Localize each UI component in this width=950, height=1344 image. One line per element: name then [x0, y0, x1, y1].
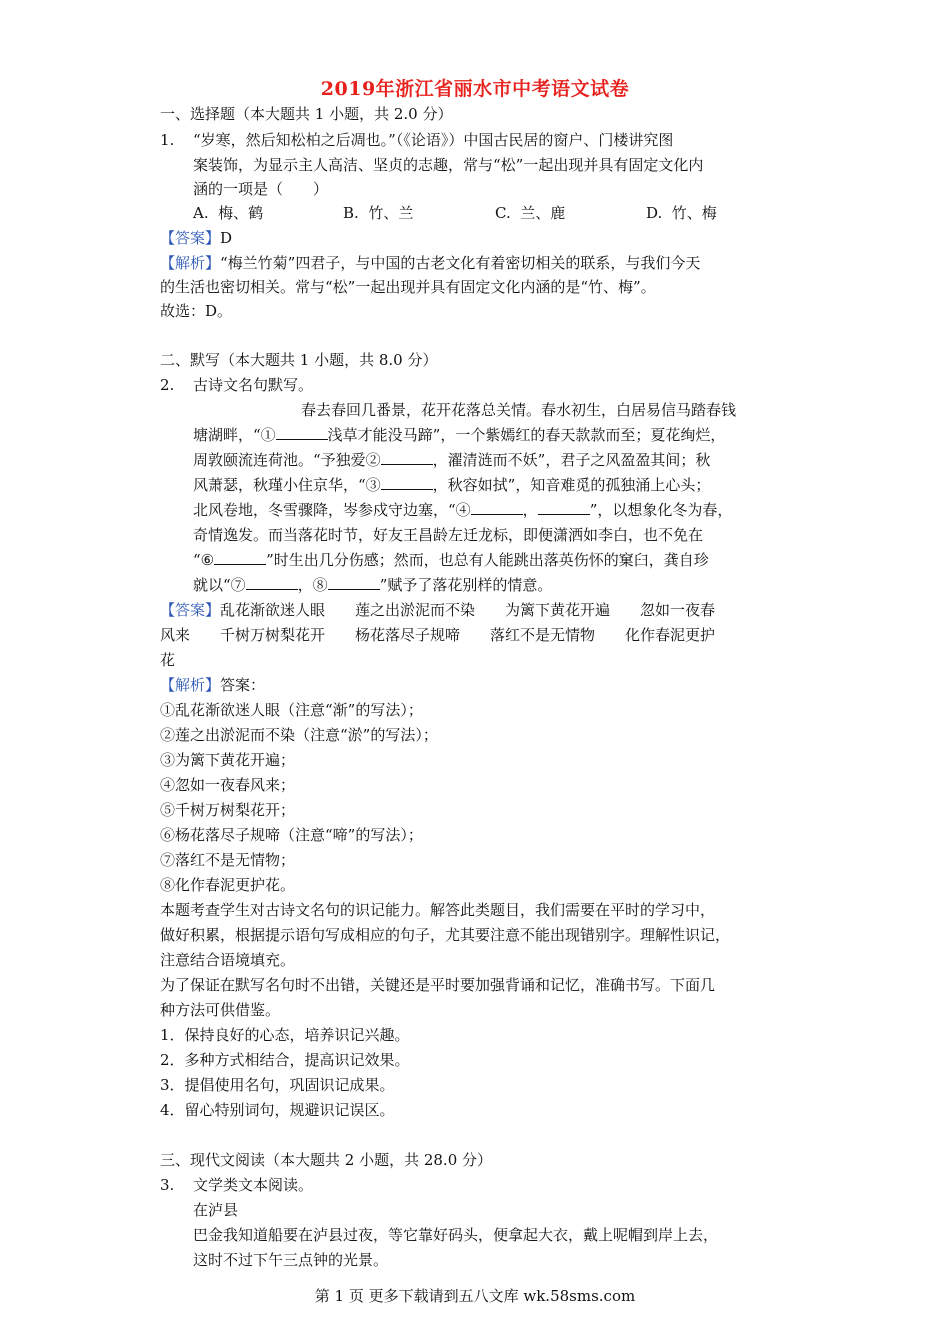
analysis-item: ①乱花渐欲迷人眼（注意“渐”的写法）；: [160, 701, 423, 719]
tip-item: 1．保持良好的心态，培养识记兴趣。: [160, 1026, 410, 1044]
answer-text: 乱花渐欲迷人眼 莲之出淤泥而不染 为篱下黄花开遍 忽如一夜春: [220, 601, 716, 619]
section-2-header: 二、默写（本大题共 1 小题，共 8.0 分）: [160, 351, 438, 369]
explanation-text: 为了保证在默写名句时不出错，关键还是平时要加强背诵和记忆，准确书写。下面几: [160, 976, 716, 994]
passage-line: 巴金我知道船要在泸县过夜，等它靠好码头，便拿起大衣，戴上呢帽到岸上去，: [193, 1226, 719, 1244]
fill-blank: [471, 500, 523, 515]
analysis-text: 答案：: [220, 676, 266, 694]
passage-line: 这时不过下午三点钟的光景。: [193, 1251, 389, 1269]
passage-line: 奇情逸发。而当落花时节，好友王昌龄左迁龙标，即便潇洒如李白，也不免在: [193, 526, 704, 544]
tip-item: 3．提倡使用名句，巩固识记成果。: [160, 1076, 395, 1094]
explanation-text: 注意结合语境填充。: [160, 951, 296, 969]
passage-line: 春去春回几番景，花开花落总关情。春水初生，白居易信马踏春钱: [301, 401, 737, 419]
passage-line: 周敦颐流连荷池。“予独爱② ，濯清涟而不妖”，君子之风盈盈其间；秋: [193, 451, 711, 469]
answer-line: [160, 600, 715, 620]
explanation-text: 种方法可供借鉴。: [160, 1001, 281, 1019]
passage-line: 塘湖畔，“① 浅草才能没马蹄”，一个紫嫣红的春天款款而至；夏花绚烂，: [193, 426, 726, 444]
analysis-text: 的生活也密切相关。常与“松”一起出现并具有固定文化内涵的是“竹、梅”。: [160, 278, 656, 296]
page-title: 2019年浙江省丽水市中考语文试卷: [320, 78, 630, 100]
question-number: 2.: [160, 376, 175, 394]
fill-blank: [381, 450, 433, 465]
fill-blank: [328, 575, 380, 590]
text-title: 在泸县: [193, 1201, 239, 1219]
analysis-item: ⑥杨花落尽子规啼（注意“啼”的写法）；: [160, 826, 423, 844]
answer-text: D: [220, 229, 233, 247]
fill-blank: [538, 500, 590, 515]
explanation-text: 做好积累，根据提示语句写成相应的句子，尤其要注意不能出现错别字。理解性识记，: [160, 926, 731, 944]
analysis-item: ③为篱下黄花开遍；: [160, 751, 296, 769]
option-c: C. 兰、鹿: [495, 204, 566, 222]
question-title: 文学类文本阅读。: [193, 1176, 314, 1194]
passage-line: 风萧瑟，秋瑾小住京华，“③ ，秋容如拭”，知音难觅的孤独涌上心头；: [193, 476, 711, 494]
option-d: D. 竹、梅: [646, 204, 717, 222]
answer-tag: 【答案】: [160, 229, 221, 247]
tip-item: 2．多种方式相结合，提高识记效果。: [160, 1051, 410, 1069]
analysis-line: [160, 675, 265, 695]
analysis-item: ⑧化作春泥更护花。: [160, 876, 296, 894]
analysis-text: “梅兰竹菊”四君子，与中国的古老文化有着密切相关的联系，与我们今天: [220, 254, 701, 272]
fill-blank: [246, 575, 298, 590]
page-footer: 第 1 页 更多下载请到五八文库 wk.58sms.com: [314, 1287, 636, 1305]
analysis-item: ②莲之出淤泥而不染（注意“淤”的写法）；: [160, 726, 438, 744]
analysis-line: [160, 253, 700, 273]
answer-text: 花: [160, 651, 176, 669]
analysis-tag: 【解析】: [160, 254, 221, 272]
question-text-line: 涵的一项是（ ）: [193, 180, 329, 198]
fill-blank: [381, 475, 433, 490]
section-1-header: 一、选择题（本大题共 1 小题，共 2.0 分）: [160, 105, 453, 123]
analysis-item: ④忽如一夜春风来；: [160, 776, 296, 794]
option-b: B. 竹、兰: [343, 204, 414, 222]
passage-line: “⑥ ”时生出几分伤感；然而，也总有人能跳出落英伤怀的窠臼，龚自珍: [193, 551, 709, 569]
answer-line: [160, 228, 232, 248]
answer-text: 风来 千树万树梨花开 杨花落尽子规啼 落红不是无情物 化作春泥更护: [160, 626, 716, 644]
question-title: 古诗文名句默写。: [193, 376, 314, 394]
question-number: 1.: [160, 131, 175, 149]
option-a: A. 梅、鹤: [193, 204, 264, 222]
analysis-tag: 【解析】: [160, 676, 221, 694]
analysis-text: 故选：D。: [160, 302, 233, 320]
question-text-line: “岁寒，然后知松柏之后凋也。”（《论语》）中国古民居的窗户、门楼讲究图: [193, 131, 674, 149]
question-text-line: 案装饰，为显示主人高洁、坚贞的志趣，常与“松”一起出现并具有固定文化内: [193, 156, 704, 174]
explanation-text: 本题考查学生对古诗文名句的识记能力。解答此类题目，我们需要在平时的学习中，: [160, 901, 716, 919]
fill-blank: [214, 550, 266, 565]
answer-tag: 【答案】: [160, 601, 221, 619]
section-3-header: 三、现代文阅读（本大题共 2 小题，共 28.0 分）: [160, 1151, 493, 1169]
tip-item: 4．留心特别词句，规避识记误区。: [160, 1101, 395, 1119]
analysis-item: ⑤千树万树梨花开；: [160, 801, 296, 819]
passage-line: 北风卷地，冬雪骤降，岑参戍守边塞，“④ ， ”，以想象化冬为春，: [193, 501, 733, 519]
fill-blank: [276, 425, 328, 440]
question-number: 3.: [160, 1176, 175, 1194]
passage-line: 就以“⑦ ，⑧ ”赋予了落花别样的情意。: [193, 576, 553, 594]
analysis-item: ⑦落红不是无情物；: [160, 851, 296, 869]
